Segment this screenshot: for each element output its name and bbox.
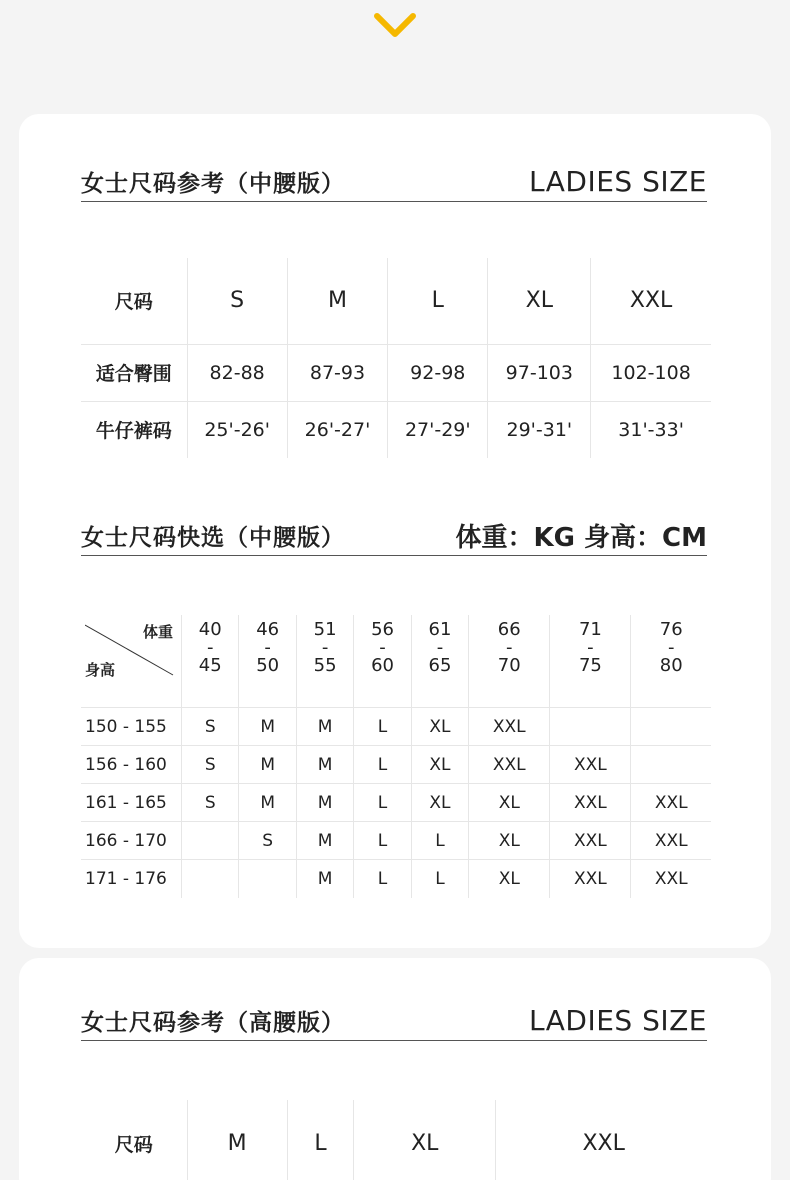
size-cell: XXL <box>550 784 631 822</box>
size-cell <box>182 822 239 860</box>
mid-waist-size-card <box>19 114 771 948</box>
table-row <box>81 784 711 822</box>
section-title-zh: 女士尺码快选（中腰版） <box>81 525 345 551</box>
header-cell: 尺码 <box>114 291 153 314</box>
table-cell: 97-103 <box>488 344 591 401</box>
size-cell: XL <box>411 708 468 746</box>
header-cell: L <box>388 258 488 344</box>
size-cell: XL <box>469 822 550 860</box>
size-cell: L <box>411 860 468 898</box>
table-row <box>81 746 711 784</box>
height-cell: 161 - 165 <box>81 784 182 822</box>
high-waist-size-table <box>81 1100 711 1180</box>
weight-header-cell: 40 - 45 <box>182 615 239 708</box>
size-cell: S <box>182 784 239 822</box>
size-cell: XL <box>411 784 468 822</box>
table-cell: 87-93 <box>287 344 387 401</box>
corner-label-weight: 体重 <box>142 623 173 641</box>
height-cell: 156 - 160 <box>81 746 182 784</box>
chevron-down-icon <box>373 12 417 38</box>
header-cell: M <box>287 258 387 344</box>
size-cell: XXL <box>550 822 631 860</box>
corner-label-height: 身高 <box>85 661 116 679</box>
corner-cell <box>81 615 182 708</box>
height-cell: 171 - 176 <box>81 860 182 898</box>
table-cell: 26'-27' <box>287 401 387 458</box>
size-cell <box>550 708 631 746</box>
weight-header-cell: 66 - 70 <box>469 615 550 708</box>
header-cell: S <box>187 258 287 344</box>
size-cell: L <box>354 822 411 860</box>
section-title-zh: 女士尺码参考（高腰版） <box>81 1010 345 1036</box>
size-cell <box>631 746 711 784</box>
weight-header-cell: 61 - 65 <box>411 615 468 708</box>
table-cell: 82-88 <box>187 344 287 401</box>
weight-header-cell: 71 - 75 <box>550 615 631 708</box>
size-cell: L <box>354 860 411 898</box>
table-header-row <box>81 1100 711 1180</box>
section-title-en: LADIES SIZE <box>529 165 707 198</box>
size-cell: L <box>354 746 411 784</box>
size-cell: L <box>411 822 468 860</box>
row-label: 适合臀围 <box>81 344 187 401</box>
size-cell: XXL <box>469 708 550 746</box>
size-cell: M <box>239 784 296 822</box>
quick-select-table <box>81 615 711 898</box>
size-cell <box>631 708 711 746</box>
size-cell: M <box>239 708 296 746</box>
table-row <box>81 401 711 458</box>
weight-header-cell: 46 - 50 <box>239 615 296 708</box>
section-header-high-waist <box>81 1001 707 1041</box>
size-cell: L <box>354 784 411 822</box>
size-cell: XXL <box>469 746 550 784</box>
size-cell: M <box>296 784 353 822</box>
table-cell: 27'-29' <box>388 401 488 458</box>
header-cell: XXL <box>591 258 711 344</box>
section-title-zh: 女士尺码参考（中腰版） <box>81 171 345 197</box>
table-cell: 102-108 <box>591 344 711 401</box>
weight-header-cell: 51 - 55 <box>296 615 353 708</box>
header-cell: XL <box>488 258 591 344</box>
size-cell: M <box>239 746 296 784</box>
size-cell: M <box>296 708 353 746</box>
table-cell: 92-98 <box>388 344 488 401</box>
section-header-quick-select <box>81 516 707 556</box>
size-cell: XXL <box>631 860 711 898</box>
table-cell: 25'-26' <box>187 401 287 458</box>
size-cell: XXL <box>631 784 711 822</box>
unit-label: 体重：KG 身高：CM <box>455 523 707 553</box>
table-row <box>81 822 711 860</box>
size-cell: XXL <box>550 860 631 898</box>
size-cell: XL <box>469 860 550 898</box>
high-waist-size-card <box>19 958 771 1180</box>
section-title-en: LADIES SIZE <box>529 1004 707 1037</box>
size-cell: S <box>182 746 239 784</box>
header-cell: XXL <box>496 1100 711 1180</box>
header-cell: XL <box>354 1100 496 1180</box>
size-cell: M <box>296 822 353 860</box>
size-cell <box>239 860 296 898</box>
table-row <box>81 708 711 746</box>
header-cell: 尺码 <box>114 1133 153 1156</box>
table-header-row <box>81 258 711 344</box>
header-cell: L <box>287 1100 354 1180</box>
table-cell: 29'-31' <box>488 401 591 458</box>
mid-waist-size-table <box>81 258 711 458</box>
table-row <box>81 860 711 898</box>
size-cell: M <box>296 746 353 784</box>
weight-header-cell: 76 - 80 <box>631 615 711 708</box>
size-cell: M <box>296 860 353 898</box>
table-header-row <box>81 615 711 708</box>
size-cell: XXL <box>631 822 711 860</box>
weight-header-cell: 56 - 60 <box>354 615 411 708</box>
size-cell: XL <box>411 746 468 784</box>
size-cell: S <box>239 822 296 860</box>
size-cell: L <box>354 708 411 746</box>
table-cell: 31'-33' <box>591 401 711 458</box>
height-cell: 166 - 170 <box>81 822 182 860</box>
section-header-mid-waist <box>81 162 707 202</box>
table-row <box>81 344 711 401</box>
size-cell <box>182 860 239 898</box>
height-cell: 150 - 155 <box>81 708 182 746</box>
size-cell: XXL <box>550 746 631 784</box>
row-label: 牛仔裤码 <box>81 401 187 458</box>
size-cell: XL <box>469 784 550 822</box>
size-cell: S <box>182 708 239 746</box>
header-cell: M <box>187 1100 287 1180</box>
